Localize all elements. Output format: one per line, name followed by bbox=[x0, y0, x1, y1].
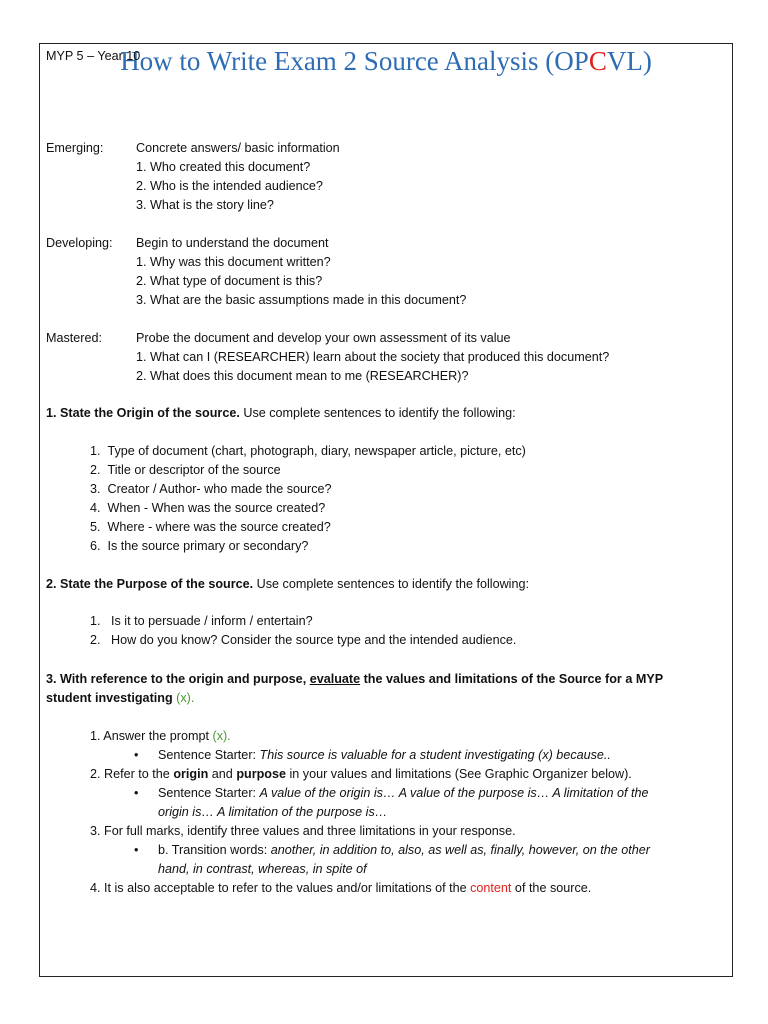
bullet-icon: • bbox=[134, 786, 139, 800]
title-highlight-letter: C bbox=[588, 46, 607, 76]
bullet-2-italic-continued: origin is… A limitation of the purpose is… bbox=[158, 805, 388, 819]
bullet-3-lead: b. Transition words: bbox=[158, 843, 271, 857]
level-label-emerging: Emerging: bbox=[46, 141, 104, 155]
bullet-2-continued bbox=[158, 803, 387, 822]
step-3: 3. For full marks, identify three values and three limitations in your response. bbox=[90, 824, 516, 838]
bullet-3-continued bbox=[158, 860, 367, 879]
bullet-1-lead: Sentence Starter: bbox=[158, 748, 260, 762]
level-label-mastered: Mastered: bbox=[46, 331, 102, 345]
section-1-heading-bold: 1. State the Origin of the source. bbox=[46, 406, 240, 420]
level-line: 3. What are the basic assumptions made in this document? bbox=[136, 293, 467, 307]
section-3-heading-end: the values and limitations of the Source for a MYP bbox=[360, 672, 664, 686]
title-text-end: VL) bbox=[606, 46, 652, 76]
bullet-icon: • bbox=[134, 843, 139, 857]
level-line: Begin to understand the document bbox=[136, 236, 329, 250]
bullet-icon: • bbox=[134, 748, 139, 762]
step-1 bbox=[90, 727, 231, 746]
bullet-3-italic: another, in addition to, also, as well as, finally, however, on the other bbox=[270, 843, 650, 857]
step-4 bbox=[90, 879, 591, 898]
bullet-3 bbox=[158, 841, 650, 860]
step-2-and: and bbox=[208, 767, 237, 781]
section-3-heading-line2-text: student investigating bbox=[46, 691, 177, 705]
class-header: MYP 5 – Year 10 bbox=[46, 49, 141, 63]
step-2 bbox=[90, 765, 632, 784]
origin-keyword: origin bbox=[173, 767, 209, 781]
bullet-3-italic-continued: hand, in contrast, whereas, in spite of bbox=[158, 862, 367, 876]
level-label-developing: Developing: bbox=[46, 236, 113, 250]
origin-list-item: 4. When - When was the source created? bbox=[90, 501, 326, 515]
section-3-heading bbox=[46, 670, 663, 689]
purpose-list-item: 1. Is it to persuade / inform / entertain? bbox=[90, 614, 313, 628]
origin-list-item: 3. Creator / Author- who made the source? bbox=[90, 482, 332, 496]
section-1-heading bbox=[46, 404, 516, 423]
level-line: 1. What can I (RESEARCHER) learn about the society that produced this document? bbox=[136, 350, 610, 364]
step-2-end: in your values and limitations (See Graphic Organizer below). bbox=[286, 767, 632, 781]
step-4-end: of the source. bbox=[511, 881, 592, 895]
content-keyword: content bbox=[470, 881, 512, 895]
level-line: 2. What type of document is this? bbox=[136, 274, 323, 288]
bullet-2-italic: A value of the origin is… A value of the purpose is… A limitation of the bbox=[259, 786, 649, 800]
step-1-text: 1. Answer the prompt bbox=[90, 729, 213, 743]
origin-list-item: 6. Is the source primary or secondary? bbox=[90, 539, 309, 553]
level-line: 2. What does this document mean to me (RESEARCHER)? bbox=[136, 369, 469, 383]
level-line: 3. What is the story line? bbox=[136, 198, 274, 212]
level-line: 2. Who is the intended audience? bbox=[136, 179, 323, 193]
origin-list-item: 5. Where - where was the source created? bbox=[90, 520, 331, 534]
section-2-heading bbox=[46, 575, 529, 594]
section-2-heading-bold: 2. State the Purpose of the source. bbox=[46, 577, 254, 591]
level-line: Concrete answers/ basic information bbox=[136, 141, 340, 155]
level-line: 1. Who created this document? bbox=[136, 160, 311, 174]
bullet-2-lead: Sentence Starter: bbox=[158, 786, 260, 800]
origin-list-item: 1. Type of document (chart, photograph, diary, newspaper article, picture, etc) bbox=[90, 444, 526, 458]
section-1-heading-rest: Use complete sentences to identify the following: bbox=[239, 406, 516, 420]
step-4-text: 4. It is also acceptable to refer to the values and/or limitations of the bbox=[90, 881, 471, 895]
section-2-heading-rest: Use complete sentences to identify the following: bbox=[253, 577, 529, 591]
level-line: 1. Why was this document written? bbox=[136, 255, 331, 269]
purpose-keyword: purpose bbox=[236, 767, 286, 781]
origin-list-item: 2. Title or descriptor of the source bbox=[90, 463, 281, 477]
page-title bbox=[40, 44, 732, 78]
document-page bbox=[39, 43, 733, 977]
level-line: Probe the document and develop your own assessment of its value bbox=[136, 331, 511, 345]
title-text: How to Write Exam 2 Source Analysis (OP bbox=[120, 46, 589, 76]
bullet-2 bbox=[158, 784, 649, 803]
bullet-1-italic: This source is valuable for a student investigating (x) because.. bbox=[259, 748, 611, 762]
step-1-x: (x). bbox=[212, 729, 231, 743]
bullet-1 bbox=[158, 746, 611, 765]
evaluate-keyword: evaluate bbox=[309, 672, 361, 686]
purpose-list-item: 2. How do you know? Consider the source type and the intended audience. bbox=[90, 633, 517, 647]
step-2-text: 2. Refer to the bbox=[90, 767, 174, 781]
section-3-heading-line2 bbox=[46, 689, 194, 708]
x-placeholder: (x). bbox=[176, 691, 195, 705]
section-3-heading-start: 3. With reference to the origin and purpose, bbox=[46, 672, 310, 686]
